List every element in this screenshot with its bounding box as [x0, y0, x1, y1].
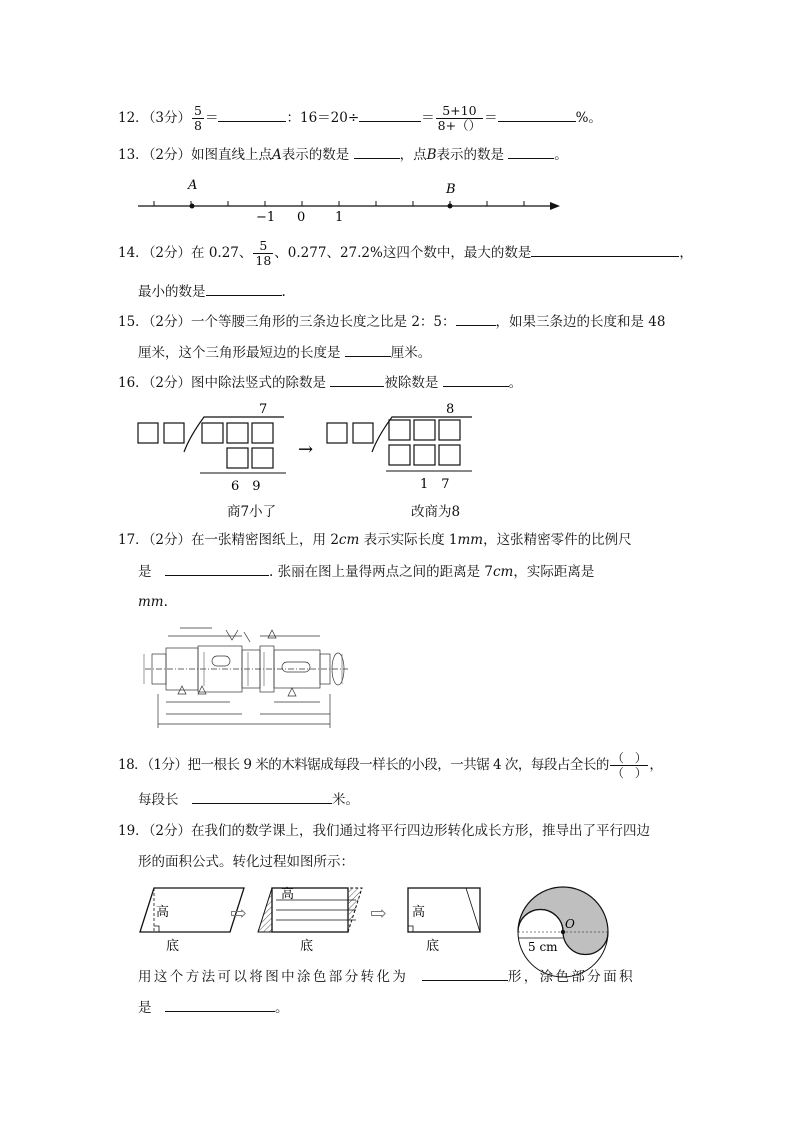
q13-score: （2分）	[148, 147, 192, 163]
q17-line-2	[138, 562, 594, 581]
q12-fraction-1	[192, 104, 204, 133]
number-line-arrow	[550, 202, 560, 210]
right-product-box-3	[439, 445, 460, 465]
q13-text-4: 表示的数是	[436, 147, 504, 163]
q16-number: 16．	[118, 375, 149, 391]
right-caption: 改商为8	[411, 504, 461, 520]
machine-part-drawing	[140, 624, 355, 734]
q19-line-3	[138, 967, 635, 986]
point-a-dot	[190, 204, 195, 209]
right-dividend-box-3	[439, 420, 460, 440]
cut-triangle	[258, 888, 272, 932]
q15-line-2	[138, 343, 431, 362]
left-caption: 商7小了	[227, 504, 277, 520]
q13-number: 13．	[118, 147, 149, 163]
q16-text-3: 。	[508, 375, 523, 391]
q14-frac-num: 5	[253, 239, 273, 254]
q17-unit-cm-2: cm	[492, 564, 514, 580]
q14-text-3: ，	[679, 245, 693, 261]
q12-blank-3[interactable]	[498, 108, 576, 122]
q12-mid: ：16＝20÷	[286, 110, 360, 126]
q18-line-1	[118, 751, 662, 780]
q16-blank-divisor[interactable]	[330, 373, 384, 387]
q13-text-2: 表示的数是	[281, 147, 350, 163]
q18-frac-num: （ ）	[611, 751, 647, 765]
left-quotient: 7	[259, 402, 268, 417]
q17-blank-scale[interactable]	[165, 562, 269, 576]
q19-text-1: 在我们的数学课上，我们通过将平行四边形转化成长方形，推导出了平行四边	[191, 823, 651, 839]
q19-line3-text: 用这个方法可以将图中涂色部分转化为	[138, 969, 409, 985]
q19-line4-end: 。	[275, 1000, 289, 1016]
q13-line	[118, 145, 568, 164]
q19-blank-area[interactable]	[165, 998, 275, 1012]
q17-line3-end: .	[163, 594, 168, 610]
q19-line-1	[118, 822, 650, 840]
q12-number: 12．	[118, 110, 149, 126]
height-label-1: 高	[156, 905, 170, 920]
q12-frac2-num: 5+10	[436, 104, 483, 119]
right-quotient: 8	[446, 402, 455, 417]
q16-text-2: 被除数是	[384, 375, 439, 391]
q13-point-b-text: B	[426, 147, 437, 163]
q13-text-3: ，点	[399, 147, 427, 163]
point-a-label: A	[188, 178, 198, 193]
q19-line3-end: 形，涂色部分面积	[507, 969, 636, 985]
part-keyway-2	[282, 662, 310, 672]
tick-label-1: 1	[335, 210, 344, 225]
q13-text-5: 。	[554, 147, 568, 163]
right-bracket	[372, 417, 472, 452]
left-product-box-2	[252, 448, 273, 468]
q19-line-4	[138, 998, 289, 1017]
q17-line-1	[118, 531, 632, 549]
q17-text-1: 在一张精密图纸上，用 2	[191, 532, 339, 548]
right-arrow-icon: →	[298, 439, 314, 460]
q13-blank-2[interactable]	[508, 145, 554, 159]
q12-blank-1[interactable]	[218, 108, 286, 122]
part-keyway-1	[212, 656, 230, 666]
right-product-box-1	[389, 445, 410, 465]
q12-line	[118, 104, 602, 133]
q15-number: 15．	[118, 314, 149, 330]
height-label-3: 高	[412, 905, 426, 920]
q12-eq2: ＝	[421, 110, 435, 126]
center-label-o: O	[565, 917, 575, 931]
left-divisor-box-2	[164, 423, 184, 443]
q15-blank-ratio[interactable]	[456, 312, 496, 326]
q17-line-3	[138, 593, 168, 611]
q15-text-2: ，如果三条边的长度和是 48	[495, 314, 666, 330]
q17-unit-cm: cm	[338, 532, 360, 548]
q19-line-2	[138, 853, 354, 871]
q15-line2-text: 厘米，这个三角形最短边的长度是	[138, 345, 341, 361]
q14-fraction	[253, 239, 273, 268]
q15-blank-length[interactable]	[345, 343, 391, 357]
q15-line-1	[118, 312, 666, 331]
q15-text-1: 一个等腰三角形的三条边长度之比是 2：5：	[191, 314, 456, 330]
q16-blank-dividend[interactable]	[443, 373, 509, 387]
q14-line-2	[138, 282, 286, 301]
left-remainder: 6 9	[231, 479, 261, 494]
tick-label-minus1: −1	[256, 210, 276, 225]
q13-point-a-text: A	[272, 147, 282, 163]
right-divisor-box-2	[353, 423, 373, 443]
q19-text-2: 形的面积公式。转化过程如图所示：	[138, 854, 354, 870]
left-dividend-box-3	[252, 423, 273, 443]
q19-line4-text: 是	[138, 1000, 152, 1016]
q18-text-1: 把一根长 9 米的木料锯成每段一样长的小段，一共锯 4 次，每段占全长的	[187, 757, 609, 773]
q12-eq3: ＝	[484, 110, 498, 126]
base-label-2: 底	[300, 939, 314, 954]
point-b-label: B	[446, 182, 456, 197]
tick-label-0: 0	[297, 210, 306, 225]
q15-score: （2分）	[148, 314, 192, 330]
q17-line2-text: 是	[138, 564, 152, 580]
left-bracket	[184, 417, 284, 452]
transform-arrow-icon-2: ⇨	[370, 901, 387, 925]
roughness-symbols	[178, 630, 296, 696]
q12-frac1-num: 5	[194, 103, 202, 118]
left-dividend-box-1	[202, 423, 223, 443]
q18-line2-text: 每段长	[138, 792, 179, 808]
q12-tail: %。	[575, 110, 602, 126]
q18-line-2	[138, 790, 359, 809]
q17-text-3: ，这张精密零件的比例尺	[483, 532, 632, 548]
q14-text-2: 、0.277、27.2%这四个数中，最大的数是	[274, 245, 532, 261]
q18-number: 18．	[118, 757, 148, 773]
left-product-box-1	[227, 448, 248, 468]
q16-score: （2分）	[148, 375, 192, 391]
q12-eq1: ＝	[204, 110, 219, 126]
q18-fraction-blank[interactable]	[610, 751, 649, 780]
right-product-box-2	[414, 445, 435, 465]
q17-line2-end: ，实际距离是	[513, 564, 595, 580]
q17-text-2: 表示实际长度 1	[359, 532, 458, 548]
q17-line3-unit: mm	[138, 594, 164, 610]
right-dividend-box-1	[389, 420, 410, 440]
q14-score: （2分）	[148, 245, 192, 261]
q19-number: 19．	[118, 823, 149, 839]
number-line-ticks	[154, 201, 524, 206]
q16-line	[118, 373, 522, 392]
q16-text-1: 图中除法竖式的除数是	[191, 375, 327, 391]
left-divisor-box-1	[138, 423, 158, 443]
q14-blank-min[interactable]	[206, 282, 282, 296]
base-label-3: 底	[426, 939, 440, 954]
q13-text-1: 如图直线上点	[191, 147, 273, 163]
dimension-label: 5 cm	[528, 940, 558, 954]
height-label-2: 高	[281, 887, 295, 902]
q12-frac2-den: 8+（）	[437, 118, 482, 133]
q13-blank-1[interactable]	[354, 145, 400, 159]
parallelogram-figure	[134, 880, 614, 956]
q14-line-1	[118, 239, 693, 268]
q17-unit-mm: mm	[457, 532, 484, 548]
transform-arrow-icon-1: ⇨	[230, 901, 247, 925]
q14-blank-max[interactable]	[531, 243, 679, 257]
q12-frac1-den: 8	[194, 118, 202, 133]
right-divisor-box-1	[327, 423, 347, 443]
right-angle-1	[154, 926, 159, 932]
q17-line2-mid: . 张丽在图上量得两点之间的距离是 7	[269, 564, 493, 580]
q18-blank-length[interactable]	[192, 790, 332, 804]
number-line-figure	[130, 172, 570, 226]
right-dividend-box-2	[414, 420, 435, 440]
q14-line2-end: .	[281, 284, 286, 300]
q14-line2-text: 最小的数是	[138, 284, 206, 300]
base-label-1: 底	[166, 939, 180, 954]
q14-number: 14．	[118, 245, 149, 261]
q18-score: （1分）	[147, 757, 188, 773]
q18-frac-den: （ ）	[611, 766, 647, 780]
q15-line2-end: 厘米。	[390, 345, 432, 361]
q14-frac-den: 18	[255, 253, 272, 268]
q19-score: （2分）	[148, 823, 192, 839]
left-dividend-box-2	[227, 423, 248, 443]
q17-number: 17．	[118, 532, 149, 548]
right-angle-3	[408, 926, 413, 932]
q17-score: （2分）	[148, 532, 192, 548]
q12-score: （3分）	[148, 110, 192, 126]
q19-blank-shape[interactable]	[422, 967, 508, 981]
point-b-dot	[448, 204, 453, 209]
q18-line2-end: 米。	[332, 792, 359, 808]
rectangle-cut-line	[466, 888, 480, 932]
q12-blank-2[interactable]	[359, 108, 421, 122]
q14-text-1: 在 0.27、	[191, 245, 253, 261]
right-remainder: 1 7	[420, 477, 450, 492]
long-division-figure	[134, 398, 494, 494]
q12-fraction-2	[436, 104, 483, 133]
q18-text-2: ，	[649, 757, 663, 773]
